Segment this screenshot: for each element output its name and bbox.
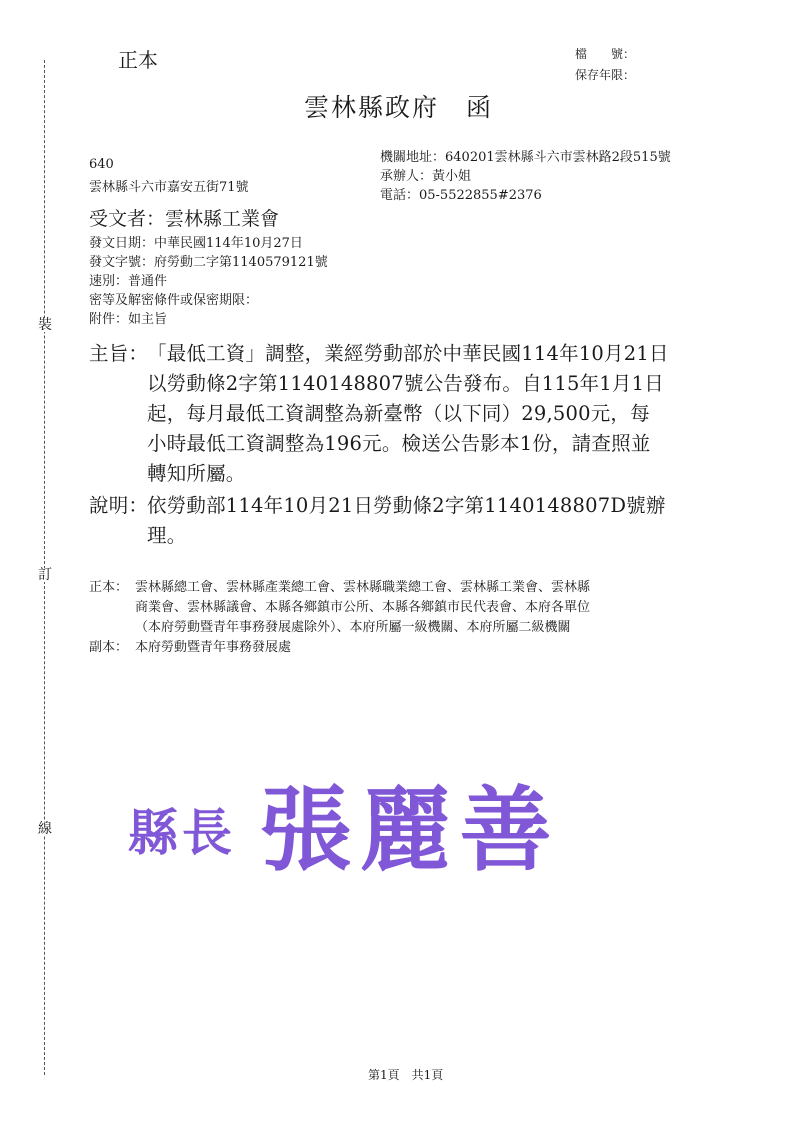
original-recipients-line: 商業會、雲林縣議會、本縣各鄉鎮市公所、本縣各鄉鎮市民代表會、本府各單位 [135, 600, 591, 615]
subject-line: 起，每月最低工資調整為新臺幣（以下同）29,500元，每 [147, 402, 650, 425]
subject-line: 小時最低工資調整為196元。檢送公告影本1份，請查照並 [147, 432, 651, 455]
subject-line: 「最低工資」調整，業經勞動部於中華民國114年10月21日 [147, 342, 669, 365]
seal-title: 縣長 [128, 803, 236, 862]
explanation-label: 說明： [89, 494, 149, 517]
retention-label: 保存年限： [575, 68, 636, 82]
sender-address: 雲林縣斗六市嘉安五街71號 [89, 180, 249, 195]
explanation-line: 依勞動部114年10月21日勞動條2字第1140148807D號辦 [147, 494, 666, 517]
explanation-line: 理。 [147, 524, 187, 547]
binding-mark-zhuang: 裝 [38, 317, 52, 333]
copy-mark: 正本 [118, 48, 158, 72]
subject-label: 主旨： [89, 342, 149, 365]
document-title: 雲林縣政府 函 [304, 93, 494, 122]
original-recipients-label: 正本： [89, 580, 129, 595]
contact-person: 承辦人：黃小姐 [380, 169, 472, 184]
delivery-speed: 速別：普通件 [89, 274, 168, 289]
page-footer: 第1頁 共1頁 [368, 1068, 444, 1082]
secrecy-level: 密等及解密條件或保密期限： [89, 293, 259, 308]
copy-recipients: 本府勞動暨青年事務發展處 [135, 640, 292, 655]
agency-address: 機關地址：640201雲林縣斗六市雲林路2段515號 [380, 150, 671, 165]
original-recipients-line: （本府勞動暨青年事務發展處除外）、本府所屬一級機關、本府所屬二級機關 [135, 620, 571, 635]
original-recipients-line: 雲林縣總工會、雲林縣產業總工會、雲林縣職業總工會、雲林縣工業會、雲林縣 [135, 580, 591, 595]
subject-line: 轉知所屬。 [147, 462, 246, 485]
issue-date: 發文日期：中華民國114年10月27日 [89, 236, 303, 251]
contact-phone: 電話：05-5522855#2376 [380, 188, 542, 203]
seal-name: 張麗善 [259, 776, 560, 884]
subject-line: 以勞動條2字第1140148807號公告發布。自115年1月1日 [147, 372, 664, 395]
document-number: 發文字號：府勞動二字第1140579121號 [89, 255, 328, 270]
copy-recipients-label: 副本： [89, 640, 129, 655]
magistrate-seal [128, 757, 560, 889]
sender-postcode: 640 [89, 157, 114, 172]
attachment: 附件：如主旨 [89, 312, 168, 327]
file-number-label: 檔 號： [575, 47, 636, 61]
recipient: 受文者：雲林縣工業會 [89, 208, 280, 230]
binding-mark-ding: 訂 [38, 567, 52, 583]
binding-mark-xian: 線 [38, 821, 52, 837]
